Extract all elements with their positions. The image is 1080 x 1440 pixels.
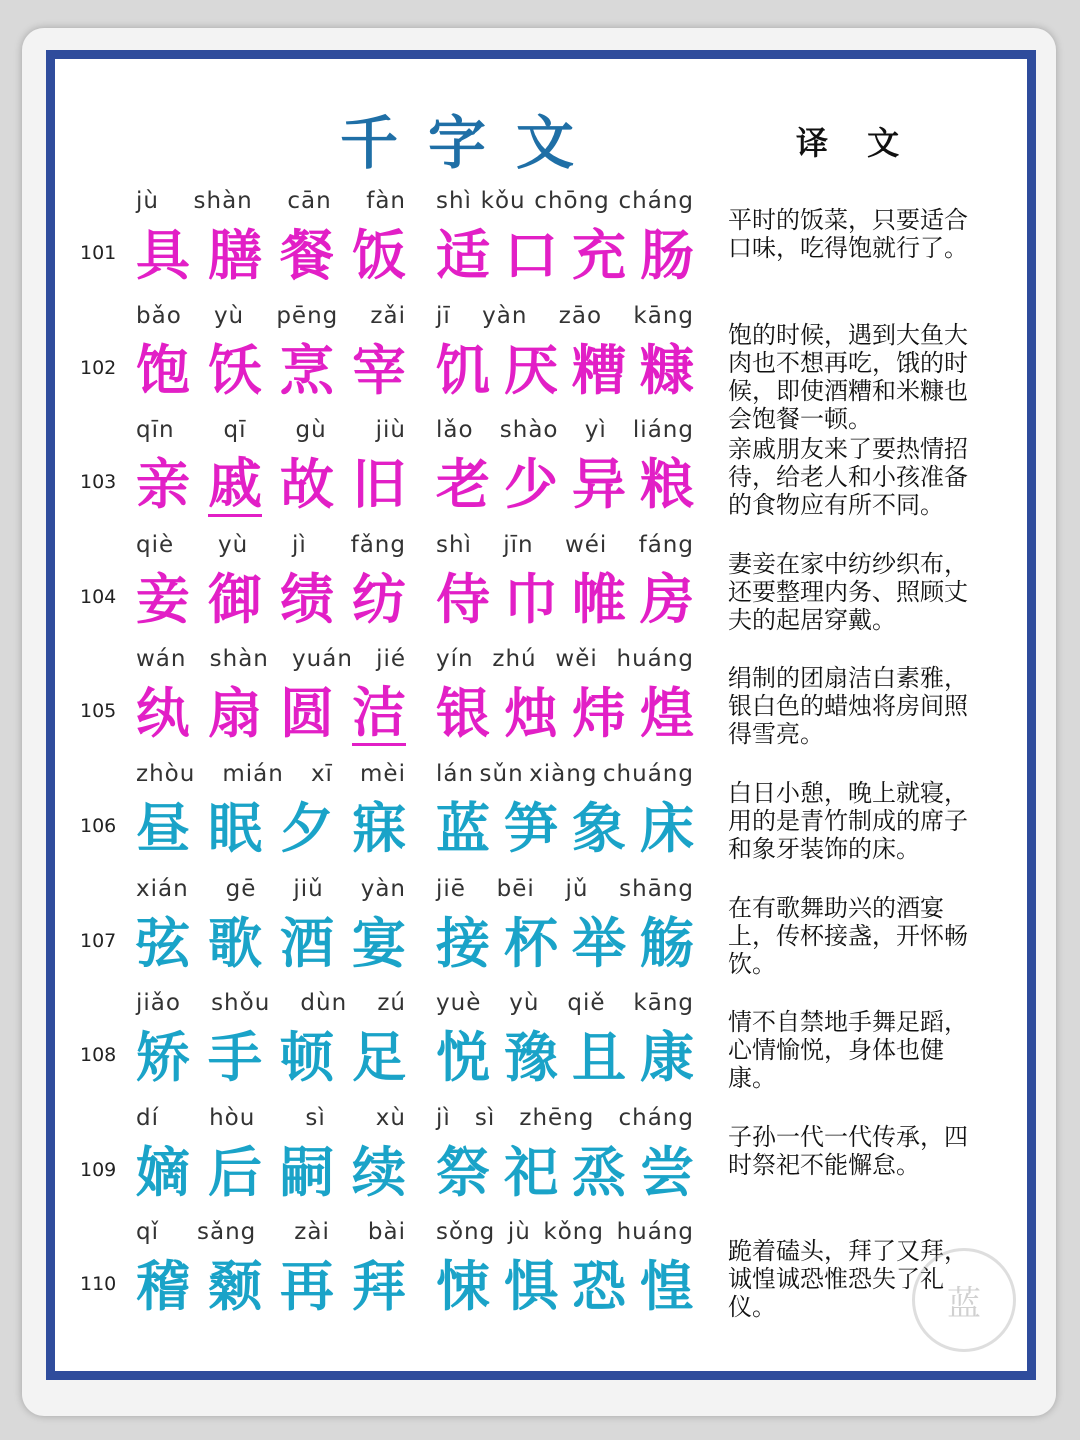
- pinyin-syllable: mián: [222, 761, 284, 787]
- hanzi-character: 拜: [352, 1254, 406, 1318]
- translation-text: 子孙一代一代传承，四时祭祀不能懈怠。: [728, 1123, 968, 1179]
- pinyin-syllable: bǎo: [136, 303, 182, 329]
- verse-row: [0, 1103, 1080, 1217]
- hanzi-character: 饭: [352, 223, 406, 287]
- pinyin-syllable: bēi: [496, 876, 535, 902]
- pinyin-syllable: pēng: [276, 303, 339, 329]
- hanzi-character: 帷: [572, 567, 626, 631]
- pinyin-syllable: yuè: [436, 990, 482, 1016]
- pinyin-syllable: bài: [367, 1219, 406, 1245]
- pinyin-syllable: jī: [436, 303, 451, 329]
- hanzi-character: 肠: [640, 223, 694, 287]
- pinyin-line-left: [136, 532, 406, 562]
- hanzi-line-right: [436, 1024, 694, 1090]
- pinyin-syllable: zhòu: [136, 761, 196, 787]
- pinyin-syllable: jì: [292, 532, 307, 558]
- pinyin-syllable: qiè: [136, 532, 175, 558]
- hanzi-character: 后: [208, 1140, 262, 1204]
- pinyin-syllable: jù: [136, 188, 159, 214]
- page-title: 千字文: [340, 109, 605, 177]
- hanzi-character: 康: [640, 1025, 694, 1089]
- pinyin-line-left: [136, 417, 406, 447]
- verse-row: [0, 644, 1080, 758]
- hanzi-character: 洁: [352, 679, 406, 744]
- pinyin-syllable: jīn: [503, 532, 534, 558]
- hanzi-character: 足: [352, 1025, 406, 1089]
- pinyin-line-right: [436, 990, 694, 1020]
- translation-text: 在有歌舞助兴的酒宴上，传杯接盏，开怀畅饮。: [728, 894, 968, 978]
- hanzi-character: 嗣: [280, 1140, 334, 1204]
- pinyin-syllable: yù: [217, 532, 249, 558]
- pinyin-syllable: fǎng: [350, 532, 406, 558]
- verse-row: [0, 988, 1080, 1102]
- pinyin-syllable: gù: [295, 417, 327, 443]
- pinyin-line-left: [136, 876, 406, 906]
- verse-number: 104: [80, 586, 117, 608]
- hanzi-line-right: [436, 451, 694, 517]
- pinyin-syllable: kāng: [633, 990, 694, 1016]
- hanzi-character: 膳: [208, 223, 262, 287]
- hanzi-character: 顿: [280, 1025, 334, 1089]
- pinyin-line-right: [436, 1219, 694, 1249]
- pinyin-syllable: liáng: [632, 417, 694, 443]
- hanzi-character: 烝: [572, 1140, 626, 1204]
- hanzi-character: 餐: [280, 223, 334, 287]
- hanzi-line-left: [136, 1253, 406, 1319]
- translation-text: 亲戚朋友来了要热情招待，给老人和小孩准备的食物应有所不同。: [728, 435, 968, 519]
- pinyin-syllable: shì: [436, 188, 472, 214]
- pinyin-syllable: jù: [507, 1219, 531, 1245]
- pinyin-line-left: [136, 303, 406, 333]
- hanzi-character: 银: [436, 681, 490, 745]
- translation-text: 平时的饭菜，只要适合口味，吃得饱就行了。: [728, 206, 968, 262]
- hanzi-character: 圆: [280, 681, 334, 745]
- hanzi-character: 酒: [280, 911, 334, 975]
- pinyin-syllable: wéi: [564, 532, 608, 558]
- hanzi-character: 且: [572, 1025, 626, 1089]
- verse-row: [0, 874, 1080, 988]
- pinyin-syllable: kǒng: [543, 1219, 604, 1245]
- hanzi-character: 纺: [352, 567, 406, 631]
- hanzi-character: 夕: [280, 796, 334, 860]
- hanzi-character: 尝: [640, 1140, 694, 1204]
- hanzi-line-right: [436, 337, 694, 403]
- pinyin-syllable: sǔn: [479, 761, 524, 787]
- hanzi-character: 少: [504, 452, 558, 516]
- hanzi-character: 亲: [136, 452, 190, 516]
- hanzi-character: 绩: [280, 567, 334, 631]
- pinyin-syllable: wán: [136, 646, 187, 672]
- pinyin-syllable: zǎi: [370, 303, 406, 329]
- hanzi-line-right: [436, 680, 694, 746]
- pinyin-syllable: sǎng: [197, 1219, 257, 1245]
- translation-text: 绢制的团扇洁白素雅，银白色的蜡烛将房间照得雪亮。: [728, 664, 968, 748]
- verse-row: [0, 415, 1080, 529]
- hanzi-character: 适: [436, 223, 490, 287]
- pinyin-syllable: jiē: [436, 876, 466, 902]
- verse-number: 105: [80, 700, 117, 722]
- translation-text: 妻妾在家中纺纱织布，还要整理内务、照顾丈夫的起居穿戴。: [728, 550, 968, 634]
- pinyin-syllable: fàn: [366, 188, 406, 214]
- pinyin-syllable: cháng: [618, 1105, 694, 1131]
- pinyin-syllable: xī: [310, 761, 333, 787]
- hanzi-line-right: [436, 1253, 694, 1319]
- pinyin-syllable: zhú: [492, 646, 537, 672]
- hanzi-line-right: [436, 1139, 694, 1205]
- pinyin-line-left: [136, 188, 406, 218]
- hanzi-character: 老: [436, 452, 490, 516]
- pinyin-line-right: [436, 1105, 694, 1135]
- hanzi-line-left: [136, 795, 406, 861]
- pinyin-syllable: yù: [509, 990, 540, 1016]
- hanzi-character: 煌: [640, 681, 694, 745]
- hanzi-line-left: [136, 1024, 406, 1090]
- hanzi-character: 恐: [572, 1254, 626, 1318]
- hanzi-character: 戚: [208, 450, 262, 515]
- hanzi-character: 侍: [436, 567, 490, 631]
- pinyin-syllable: gē: [225, 876, 257, 902]
- hanzi-character: 弦: [136, 911, 190, 975]
- hanzi-character: 故: [280, 452, 334, 516]
- hanzi-character: 烛: [504, 681, 558, 745]
- pinyin-syllable: jié: [376, 646, 406, 672]
- hanzi-character: 饥: [436, 338, 490, 402]
- pinyin-syllable: sǒng: [436, 1219, 496, 1245]
- pinyin-syllable: mèi: [360, 761, 406, 787]
- pinyin-syllable: xián: [136, 876, 189, 902]
- translation-header: 译 文: [796, 124, 914, 162]
- hanzi-character: 纨: [136, 681, 190, 745]
- hanzi-character: 炜: [572, 681, 626, 745]
- pinyin-syllable: qī: [223, 417, 247, 443]
- pinyin-syllable: wěi: [555, 646, 598, 672]
- pinyin-syllable: shàn: [193, 188, 253, 214]
- pinyin-syllable: sì: [474, 1105, 496, 1131]
- hanzi-character: 接: [436, 911, 490, 975]
- verse-number: 107: [80, 930, 117, 952]
- hanzi-character: 具: [136, 223, 190, 287]
- pinyin-syllable: cháng: [618, 188, 694, 214]
- pinyin-syllable: lán: [436, 761, 475, 787]
- hanzi-character: 宰: [352, 338, 406, 402]
- pinyin-line-right: [436, 188, 694, 218]
- hanzi-character: 续: [352, 1140, 406, 1204]
- hanzi-character: 祭: [436, 1140, 490, 1204]
- hanzi-character: 扇: [208, 681, 262, 745]
- hanzi-character: 惧: [504, 1254, 558, 1318]
- pinyin-syllable: kāng: [633, 303, 694, 329]
- pinyin-syllable: fáng: [638, 532, 694, 558]
- hanzi-line-left: [136, 910, 406, 976]
- hanzi-character: 笋: [504, 796, 558, 860]
- watermark-stamp: 蓝: [912, 1248, 1016, 1352]
- pinyin-syllable: zú: [377, 990, 406, 1016]
- pinyin-syllable: jiǎo: [136, 990, 181, 1016]
- hanzi-line-right: [436, 795, 694, 861]
- pinyin-line-right: [436, 417, 694, 447]
- pinyin-syllable: zāo: [558, 303, 603, 329]
- hanzi-character: 昼: [136, 796, 190, 860]
- hanzi-character: 歌: [208, 911, 262, 975]
- hanzi-character: 杯: [504, 911, 558, 975]
- hanzi-character: 粮: [640, 452, 694, 516]
- hanzi-character: 床: [640, 796, 694, 860]
- hanzi-character: 房: [640, 567, 694, 631]
- hanzi-character: 厌: [504, 338, 558, 402]
- hanzi-character: 再: [280, 1254, 334, 1318]
- pinyin-line-right: [436, 761, 694, 791]
- pinyin-syllable: sì: [305, 1105, 326, 1131]
- translation-text: 情不自禁地手舞足蹈，心情愉悦，身体也健康。: [728, 1008, 968, 1092]
- pinyin-syllable: kǒu: [480, 188, 526, 214]
- verse-row: [0, 759, 1080, 873]
- pinyin-syllable: hòu: [209, 1105, 256, 1131]
- hanzi-character: 烹: [280, 338, 334, 402]
- hanzi-character: 祀: [504, 1140, 558, 1204]
- pinyin-syllable: dí: [136, 1105, 159, 1131]
- hanzi-line-left: [136, 1139, 406, 1205]
- pinyin-syllable: jǔ: [565, 876, 589, 902]
- pinyin-syllable: lǎo: [436, 417, 474, 443]
- verse-row: [0, 186, 1080, 300]
- hanzi-character: 御: [208, 567, 262, 631]
- hanzi-character: 异: [572, 452, 626, 516]
- hanzi-character: 眠: [208, 796, 262, 860]
- pinyin-syllable: huáng: [616, 1219, 694, 1245]
- hanzi-character: 巾: [504, 567, 558, 631]
- hanzi-character: 口: [504, 223, 558, 287]
- pinyin-line-right: [436, 303, 694, 333]
- verse-number: 110: [80, 1273, 117, 1295]
- hanzi-character: 糟: [572, 338, 626, 402]
- hanzi-character: 充: [572, 223, 626, 287]
- hanzi-character: 悚: [436, 1254, 490, 1318]
- pinyin-syllable: yù: [213, 303, 245, 329]
- hanzi-line-right: [436, 910, 694, 976]
- pinyin-syllable: yì: [584, 417, 607, 443]
- hanzi-line-left: [136, 222, 406, 288]
- pinyin-syllable: jiǔ: [293, 876, 324, 902]
- pinyin-syllable: huáng: [616, 646, 694, 672]
- pinyin-line-left: [136, 1219, 406, 1249]
- hanzi-character: 寐: [352, 796, 406, 860]
- pinyin-syllable: xù: [375, 1105, 406, 1131]
- pinyin-line-right: [436, 532, 694, 562]
- hanzi-line-left: [136, 337, 406, 403]
- hanzi-line-right: [436, 222, 694, 288]
- pinyin-syllable: shàn: [209, 646, 269, 672]
- pinyin-line-right: [436, 646, 694, 676]
- verse-number: 101: [80, 242, 117, 264]
- pinyin-syllable: yuán: [292, 646, 353, 672]
- hanzi-character: 矫: [136, 1025, 190, 1089]
- hanzi-character: 旧: [352, 452, 406, 516]
- hanzi-line-right: [436, 566, 694, 632]
- hanzi-character: 宴: [352, 911, 406, 975]
- pinyin-syllable: shǒu: [211, 990, 271, 1016]
- hanzi-character: 妾: [136, 567, 190, 631]
- pinyin-syllable: chōng: [534, 188, 610, 214]
- pinyin-syllable: jiù: [375, 417, 406, 443]
- hanzi-character: 象: [572, 796, 626, 860]
- hanzi-character: 蓝: [436, 796, 490, 860]
- verse-number: 106: [80, 815, 117, 837]
- pinyin-syllable: dùn: [300, 990, 348, 1016]
- pinyin-line-left: [136, 990, 406, 1020]
- hanzi-character: 嫡: [136, 1140, 190, 1204]
- pinyin-syllable: shāng: [619, 876, 694, 902]
- pinyin-line-right: [436, 876, 694, 906]
- translation-text: 白日小憩，晚上就寝，用的是青竹制成的席子和象牙装饰的床。: [728, 779, 968, 863]
- hanzi-character: 饱: [136, 338, 190, 402]
- hanzi-character: 稽: [136, 1254, 190, 1318]
- pinyin-line-left: [136, 1105, 406, 1135]
- pinyin-syllable: shì: [436, 532, 472, 558]
- hanzi-character: 手: [208, 1025, 262, 1089]
- pinyin-line-left: [136, 646, 406, 676]
- pinyin-syllable: yín: [436, 646, 474, 672]
- hanzi-character: 糠: [640, 338, 694, 402]
- pinyin-syllable: chuáng: [602, 761, 694, 787]
- translation-text: 饱的时候，遇到大鱼大肉也不想再吃，饿的时候，即使酒糟和米糠也会饱餐一顿。: [728, 321, 968, 433]
- hanzi-character: 饫: [208, 338, 262, 402]
- hanzi-character: 举: [572, 911, 626, 975]
- verse-number: 103: [80, 471, 117, 493]
- hanzi-line-left: [136, 680, 406, 746]
- translation-text: 跪着磕头，拜了又拜，诚惶诚恐惟恐失了礼仪。: [728, 1237, 968, 1321]
- verse-number: 108: [80, 1044, 117, 1066]
- pinyin-syllable: jì: [436, 1105, 451, 1131]
- hanzi-line-left: [136, 451, 406, 517]
- pinyin-syllable: xiàng: [529, 761, 598, 787]
- pinyin-syllable: yàn: [482, 303, 528, 329]
- verse-row: [0, 530, 1080, 644]
- pinyin-syllable: qiě: [567, 990, 606, 1016]
- hanzi-character: 颡: [208, 1254, 262, 1318]
- pinyin-syllable: cān: [287, 188, 332, 214]
- verse-number: 109: [80, 1159, 117, 1181]
- hanzi-line-left: [136, 566, 406, 632]
- pinyin-line-left: [136, 761, 406, 791]
- pinyin-syllable: zài: [294, 1219, 330, 1245]
- pinyin-syllable: qīn: [136, 417, 175, 443]
- pinyin-syllable: yàn: [360, 876, 406, 902]
- hanzi-character: 惶: [640, 1254, 694, 1318]
- hanzi-character: 觞: [640, 911, 694, 975]
- pinyin-syllable: zhēng: [519, 1105, 595, 1131]
- hanzi-character: 悦: [436, 1025, 490, 1089]
- pinyin-syllable: qǐ: [136, 1219, 159, 1245]
- verse-number: 102: [80, 357, 117, 379]
- hanzi-character: 豫: [504, 1025, 558, 1089]
- pinyin-syllable: shào: [499, 417, 559, 443]
